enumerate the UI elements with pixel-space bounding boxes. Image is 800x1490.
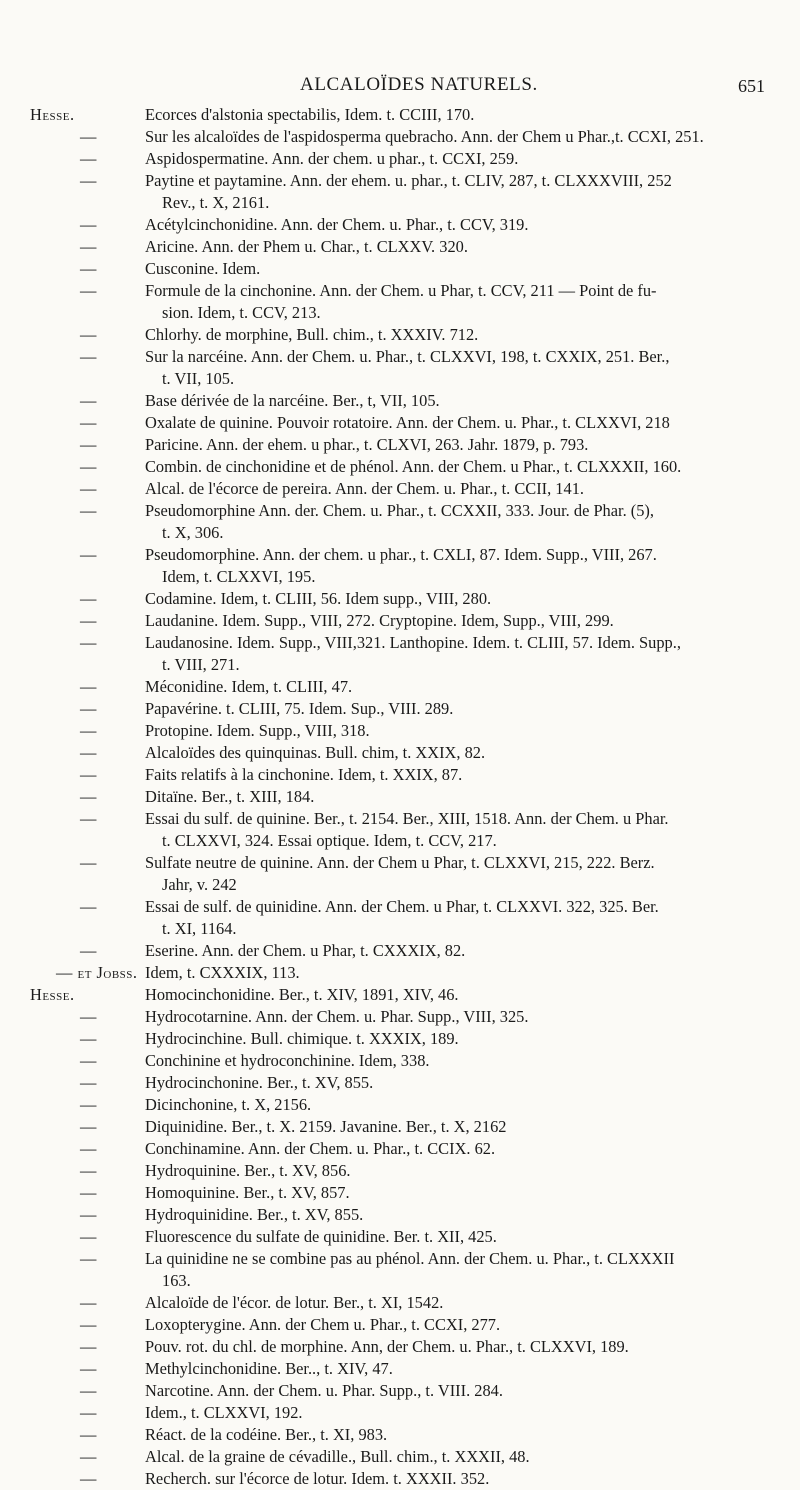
bibliography-entry [0, 324, 800, 346]
entry-text: Essai du sulf. de quinine. Ber., t. 2154. Ber., XIII, 1518. Ann. der Chem. u Phar. [145, 809, 669, 828]
ditto-dash: — [80, 1469, 97, 1488]
bibliography-entry [0, 1182, 800, 1204]
ditto-dash: — [80, 853, 97, 872]
ditto-dash: — [80, 765, 97, 784]
bibliography-list [0, 104, 800, 1490]
entry-text: Methylcinchonidine. Ber.., t. XIV, 47. [145, 1359, 393, 1378]
ditto-dash: — [80, 941, 97, 960]
bibliography-entry [0, 1050, 800, 1072]
entry-text: Recherch. sur l'écorce de lotur. Idem. t. XXXII. 352. [145, 1469, 490, 1488]
ditto-dash: — [80, 897, 97, 916]
entry-text: Méconidine. Idem, t. CLIII, 47. [145, 677, 353, 696]
ditto-dash: — [80, 325, 97, 344]
entry-continuation: t. VIII, 271. [162, 655, 240, 674]
bibliography-entry [0, 104, 800, 126]
ditto-dash: — [80, 699, 97, 718]
entry-text: Sur la narcéine. Ann. der Chem. u. Phar., t. CLXXVI, 198, t. CXXIX, 251. Ber., [145, 347, 670, 366]
entry-continuation: 163. [162, 1271, 191, 1290]
ditto-dash: — [80, 1425, 97, 1444]
entry-text: Chlorhy. de morphine, Bull. chim., t. XXXIV. 712. [145, 325, 479, 344]
bibliography-entry [0, 544, 800, 588]
entry-text: Laudanine. Idem. Supp., VIII, 272. Cryptopine. Idem, Supp., VIII, 299. [145, 611, 614, 630]
bibliography-entry [0, 1358, 800, 1380]
bibliography-entry [0, 1160, 800, 1182]
ditto-dash: — [80, 215, 97, 234]
bibliography-entry [0, 1424, 800, 1446]
bibliography-entry [0, 1314, 800, 1336]
bibliography-entry [0, 764, 800, 786]
entry-text: Pseudomorphine. Ann. der chem. u phar., t. CXLI, 87. Idem. Supp., VIII, 267. [145, 545, 657, 564]
ditto-dash: — [80, 391, 97, 410]
entry-text: Oxalate de quinine. Pouvoir rotatoire. Ann. der Chem. u. Phar., t. CLXXVI, 218 [145, 413, 670, 432]
ditto-dash: — [80, 1403, 97, 1422]
ditto-dash: — [80, 347, 97, 366]
entry-text: Papavérine. t. CLIII, 75. Idem. Sup., VIII. 289. [145, 699, 454, 718]
entry-text: Aspidospermatine. Ann. der chem. u phar., t. CCXI, 259. [145, 149, 519, 168]
ditto-dash: — [80, 1095, 97, 1114]
ditto-dash: — [80, 435, 97, 454]
entry-text: Homocinchonidine. Ber., t. XIV, 1891, XIV, 46. [145, 985, 459, 1004]
entry-text: Hydrocinchonine. Ber., t. XV, 855. [145, 1073, 374, 1092]
entry-text: Hydroquinidine. Ber., t. XV, 855. [145, 1205, 364, 1224]
entry-text: Loxopterygine. Ann. der Chem u. Phar., t. CCXI, 277. [145, 1315, 501, 1334]
ditto-dash: — [80, 611, 97, 630]
ditto-dash: — [80, 809, 97, 828]
entry-text: Essai de sulf. de quinidine. Ann. der Chem. u Phar, t. CLXXVI. 322, 325. Ber. [145, 897, 659, 916]
ditto-dash: — [80, 1293, 97, 1312]
bibliography-entry [0, 1006, 800, 1028]
ditto-dash: — [80, 281, 97, 300]
entry-text: Réact. de la codéine. Ber., t. XI, 983. [145, 1425, 388, 1444]
bibliography-entry [0, 676, 800, 698]
bibliography-entry [0, 698, 800, 720]
ditto-dash: — [80, 743, 97, 762]
bibliography-entry [0, 852, 800, 896]
bibliography-entry [0, 1292, 800, 1314]
entry-continuation: t. XI, 1164. [162, 919, 237, 938]
entry-continuation: Rev., t. X, 2161. [162, 193, 270, 212]
bibliography-entry [0, 1468, 800, 1490]
bibliography-entry [0, 1204, 800, 1226]
bibliography-entry [0, 1116, 800, 1138]
entry-text: Hydroquinine. Ber., t. XV, 856. [145, 1161, 351, 1180]
ditto-dash: — [80, 1315, 97, 1334]
entry-text: Homoquinine. Ber., t. XV, 857. [145, 1183, 350, 1202]
entry-author: — et Jobss. [56, 963, 138, 982]
running-title: ALCALOÏDES NATURELS. [300, 74, 538, 95]
entry-text: Hydrocotarnine. Ann. der Chem. u. Phar. Supp., VIII, 325. [145, 1007, 529, 1026]
entry-text: Paricine. Ann. der ehem. u phar., t. CLXVI, 263. Jahr. 1879, p. 793. [145, 435, 589, 454]
entry-text: Pseudomorphine Ann. der. Chem. u. Phar., t. CCXXII, 333. Jour. de Phar. (5), [145, 501, 654, 520]
bibliography-entry [0, 588, 800, 610]
ditto-dash: — [80, 633, 97, 652]
ditto-dash: — [80, 1073, 97, 1092]
bibliography-entry [0, 434, 800, 456]
bibliography-entry [0, 456, 800, 478]
entry-text: Sur les alcaloïdes de l'aspidosperma quebracho. Ann. der Chem u Phar.,t. CCXI, 251. [145, 127, 704, 146]
bibliography-entry [0, 236, 800, 258]
ditto-dash: — [80, 1029, 97, 1048]
bibliography-entry [0, 896, 800, 940]
ditto-dash: — [80, 413, 97, 432]
bibliography-entry [0, 1226, 800, 1248]
entry-text: Pouv. rot. du chl. de morphine. Ann, der Chem. u. Phar., t. CLXXVI, 189. [145, 1337, 629, 1356]
entry-text: Alcal. de l'écorce de pereira. Ann. der Chem. u. Phar., t. CCII, 141. [145, 479, 584, 498]
bibliography-entry [0, 1138, 800, 1160]
ditto-dash: — [80, 1007, 97, 1026]
entry-text: Fluorescence du sulfate de quinidine. Ber. t. XII, 425. [145, 1227, 497, 1246]
bibliography-entry [0, 126, 800, 148]
ditto-dash: — [80, 149, 97, 168]
bibliography-entry [0, 962, 800, 984]
ditto-dash: — [80, 1205, 97, 1224]
entry-text: Paytine et paytamine. Ann. der ehem. u. phar., t. CLIV, 287, t. CLXXXVIII, 252 [145, 171, 672, 190]
ditto-dash: — [80, 1447, 97, 1466]
page-number: 651 [738, 76, 765, 96]
entry-text: Idem, t. CXXXIX, 113. [145, 963, 300, 982]
entry-text: Narcotine. Ann. der Chem. u. Phar. Supp., t. VIII. 284. [145, 1381, 503, 1400]
ditto-dash: — [80, 1051, 97, 1070]
entry-continuation: Jahr, v. 242 [162, 875, 237, 894]
ditto-dash: — [80, 479, 97, 498]
entry-text: Combin. de cinchonidine et de phénol. Ann. der Chem. u Phar., t. CLXXXII, 160. [145, 457, 682, 476]
bibliography-entry [0, 1248, 800, 1292]
entry-continuation: sion. Idem, t. CCV, 213. [162, 303, 321, 322]
entry-text: Faits relatifs à la cinchonine. Idem, t. XXIX, 87. [145, 765, 463, 784]
entry-text: Alcal. de la graine de cévadille., Bull. chim., t. XXXII, 48. [145, 1447, 530, 1466]
bibliography-entry [0, 1336, 800, 1358]
bibliography-entry [0, 170, 800, 214]
ditto-dash: — [80, 457, 97, 476]
bibliography-entry [0, 412, 800, 434]
entry-text: Sulfate neutre de quinine. Ann. der Chem u Phar, t. CLXXVI, 215, 222. Berz. [145, 853, 655, 872]
bibliography-entry [0, 1446, 800, 1468]
bibliography-entry [0, 940, 800, 962]
ditto-dash: — [80, 1249, 97, 1268]
entry-continuation: t. X, 306. [162, 523, 224, 542]
entry-author: Hesse. [30, 105, 75, 124]
ditto-dash: — [80, 1227, 97, 1246]
entry-continuation: t. VII, 105. [162, 369, 235, 388]
bibliography-entry [0, 632, 800, 676]
entry-text: Aricine. Ann. der Phem u. Char., t. CLXXV. 320. [145, 237, 468, 256]
bibliography-entry [0, 786, 800, 808]
entry-author: Hesse. [30, 985, 75, 1004]
bibliography-entry [0, 1072, 800, 1094]
ditto-dash: — [80, 127, 97, 146]
entry-text: Dicinchonine, t. X, 2156. [145, 1095, 312, 1114]
ditto-dash: — [80, 1161, 97, 1180]
entry-text: Ditaïne. Ber., t. XIII, 184. [145, 787, 315, 806]
ditto-dash: — [80, 721, 97, 740]
ditto-dash: — [80, 1359, 97, 1378]
bibliography-entry [0, 258, 800, 280]
entry-text: Cusconine. Idem. [145, 259, 261, 278]
bibliography-entry [0, 390, 800, 412]
entry-text: Ecorces d'alstonia spectabilis, Idem. t. CCIII, 170. [145, 105, 475, 124]
entry-text: Diquinidine. Ber., t. X. 2159. Javanine. Ber., t. X, 2162 [145, 1117, 507, 1136]
ditto-dash: — [80, 1183, 97, 1202]
bibliography-entry [0, 1402, 800, 1424]
bibliography-entry [0, 984, 800, 1006]
entry-text: Laudanosine. Idem. Supp., VIII,321. Lanthopine. Idem. t. CLIII, 57. Idem. Supp., [145, 633, 681, 652]
bibliography-entry [0, 610, 800, 632]
entry-text: Eserine. Ann. der Chem. u Phar, t. CXXXIX, 82. [145, 941, 466, 960]
ditto-dash: — [80, 1139, 97, 1158]
entry-text: Conchinine et hydroconchinine. Idem, 338. [145, 1051, 430, 1070]
bibliography-entry [0, 478, 800, 500]
ditto-dash: — [80, 787, 97, 806]
entry-text: Alcaloïde de l'écor. de lotur. Ber., t. XI, 1542. [145, 1293, 444, 1312]
bibliography-entry [0, 742, 800, 764]
bibliography-entry [0, 346, 800, 390]
entry-text: Protopine. Idem. Supp., VIII, 318. [145, 721, 370, 740]
ditto-dash: — [80, 1381, 97, 1400]
entry-text: Acétylcinchonidine. Ann. der Chem. u. Phar., t. CCV, 319. [145, 215, 529, 234]
ditto-dash: — [80, 589, 97, 608]
entry-continuation: t. CLXXVI, 324. Essai optique. Idem, t. CCV, 217. [162, 831, 497, 850]
entry-continuation: Idem, t. CLXXVI, 195. [162, 567, 316, 586]
ditto-dash: — [80, 1117, 97, 1136]
bibliography-entry [0, 1028, 800, 1050]
entry-text: Conchinamine. Ann. der Chem. u. Phar., t. CCIX. 62. [145, 1139, 496, 1158]
ditto-dash: — [80, 259, 97, 278]
bibliography-entry [0, 148, 800, 170]
bibliography-entry [0, 500, 800, 544]
ditto-dash: — [80, 677, 97, 696]
ditto-dash: — [80, 171, 97, 190]
entry-text: Hydrocinchine. Bull. chimique. t. XXXIX, 189. [145, 1029, 459, 1048]
entry-text: Alcaloïdes des quinquinas. Bull. chim, t. XXIX, 82. [145, 743, 486, 762]
page-header [0, 74, 800, 98]
bibliography-entry [0, 1094, 800, 1116]
entry-text: La quinidine ne se combine pas au phénol. Ann. der Chem. u. Phar., t. CLXXXII [145, 1249, 675, 1268]
ditto-dash: — [80, 1337, 97, 1356]
ditto-dash: — [80, 501, 97, 520]
bibliography-entry [0, 1380, 800, 1402]
bibliography-entry [0, 720, 800, 742]
ditto-dash: — [80, 237, 97, 256]
entry-text: Idem., t. CLXXVI, 192. [145, 1403, 303, 1422]
entry-text: Base dérivée de la narcéine. Ber., t, VII, 105. [145, 391, 440, 410]
entry-text: Codamine. Idem, t. CLIII, 56. Idem supp., VIII, 280. [145, 589, 492, 608]
ditto-dash: — [80, 545, 97, 564]
bibliography-entry [0, 214, 800, 236]
bibliography-entry [0, 808, 800, 852]
entry-text: Formule de la cinchonine. Ann. der Chem. u Phar, t. CCV, 211 — Point de fu- [145, 281, 657, 300]
bibliography-entry [0, 280, 800, 324]
